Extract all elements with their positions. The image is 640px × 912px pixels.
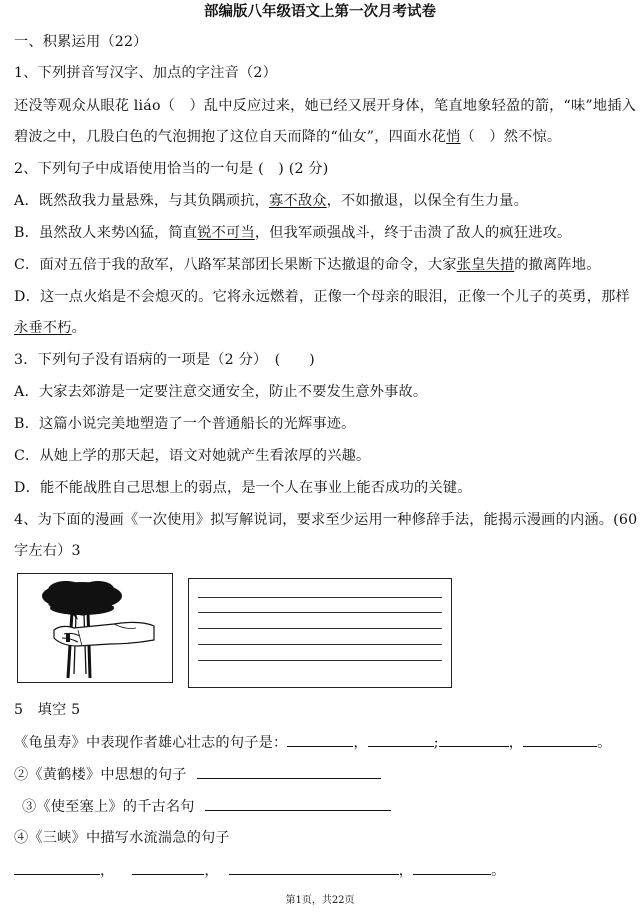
q1-line2-text: 碧波之中，几股白色的气泡拥抱了这位自天而降的“仙女”，四面水花 bbox=[14, 129, 447, 145]
fill-blank[interactable] bbox=[205, 796, 391, 811]
q2-option-d-line1: D．这一点火焰是不会熄灭的。它将永远燃着，正像一个母亲的眼泪，正像一个儿子的英勇，那样 bbox=[14, 289, 630, 305]
fill-blank[interactable] bbox=[413, 860, 491, 875]
fill-blank[interactable] bbox=[14, 860, 100, 875]
comma: ， bbox=[398, 863, 414, 879]
q5-item4: ④《三峡》中描写水流湍急的句子 bbox=[14, 830, 230, 846]
q5-item3-text: ③《使至塞上》的千古名句 bbox=[22, 799, 195, 815]
cartoon-image bbox=[17, 573, 173, 683]
q2-a-idiom: 寡不敌众 bbox=[269, 193, 327, 209]
q1-line2-rest: （ ）然不惊。 bbox=[460, 129, 562, 145]
comma: ， bbox=[353, 735, 368, 751]
q1-passage-line1: 还没等观众从眼花 liáo（ ）乱中反应过来，她已经又展开身体，笔直地象轻盈的箭，“味”地插入 bbox=[14, 98, 636, 114]
ruled-line bbox=[198, 644, 442, 645]
ruled-line bbox=[198, 597, 442, 598]
page-footer: 第1页，共22页 bbox=[285, 895, 355, 906]
q4-stem-line1: 4、为下面的漫画《一次使用》拟写解说词，要求至少运用一种修辞手法，能揭示漫画的内涵。(60 bbox=[14, 512, 638, 528]
fill-blank[interactable] bbox=[132, 860, 204, 875]
tree-hand-illustration bbox=[18, 574, 172, 682]
q2-b-text: B．虽然敌人来势凶猛，简直 bbox=[14, 225, 198, 241]
q2-c-text: C．面对五倍于我的敌军，八路军某部团长果断下达撤退的命令，大家 bbox=[14, 257, 457, 273]
comma: ， bbox=[508, 735, 524, 751]
q5-item3 bbox=[22, 796, 626, 817]
comma: ， bbox=[204, 863, 219, 879]
q2-b-rest: ，但我军顽强战斗，终于击溃了敌人的疯狂进攻。 bbox=[254, 225, 572, 241]
q2-c-idiom: 张皇失措 bbox=[456, 257, 515, 273]
fill-blank[interactable] bbox=[229, 860, 399, 875]
q2-b-idiom: 锐不可当 bbox=[197, 225, 255, 241]
fill-blank[interactable] bbox=[439, 732, 509, 747]
q2-stem: 2、下列句子中成语使用恰当的一句是 ( ) (2 分) bbox=[14, 161, 329, 177]
fill-blank[interactable] bbox=[287, 732, 353, 747]
q3-option-a: A．大家去郊游是一定要注意交通安全，防止不要发生意外事故。 bbox=[14, 384, 428, 400]
period: 。 bbox=[491, 863, 506, 879]
section-heading: 一、积累运用（22） bbox=[14, 34, 148, 50]
ruled-line bbox=[198, 612, 442, 613]
q3-option-b: B．这篇小说完美地塑造了一个普通船长的光辉事迹。 bbox=[14, 416, 356, 432]
q2-d-rest: 。 bbox=[71, 320, 86, 336]
q2-c-rest: 的撤离阵地。 bbox=[514, 257, 601, 273]
q5-item2-text: ②《黄鹤楼》中思想的句子 bbox=[14, 767, 187, 783]
q2-option-b bbox=[14, 223, 626, 243]
q5-stem: 5 填空 5 bbox=[14, 702, 81, 718]
q5-item1 bbox=[14, 732, 626, 753]
semicolon: ; bbox=[433, 735, 439, 751]
q2-d-idiom: 永垂不朽 bbox=[14, 320, 72, 336]
fill-blank[interactable] bbox=[197, 764, 381, 779]
ruled-line bbox=[198, 628, 442, 629]
answer-writing-box[interactable] bbox=[188, 578, 452, 688]
q4-stem-line2: 字左右）3 bbox=[14, 543, 81, 559]
page-title: 部编版八年级语文上第一次月考试卷 bbox=[204, 3, 436, 20]
q3-stem: 3．下列句子没有语病的一项是（2 分） ( ) bbox=[14, 352, 315, 368]
q5-item2 bbox=[14, 764, 626, 785]
q2-option-c bbox=[14, 255, 626, 275]
q2-option-d-line2 bbox=[14, 318, 626, 338]
ruled-line bbox=[198, 660, 442, 661]
q2-a-text: A．既然敌我力量悬殊，与其负隅顽抗， bbox=[14, 193, 270, 209]
q3-option-d: D．能不能战胜自己思想上的弱点，是一个人在事业上能否成功的关键。 bbox=[14, 480, 472, 496]
q2-a-rest: ，不如撤退，以保全有生力量。 bbox=[326, 193, 529, 209]
period: 。 bbox=[597, 735, 612, 751]
q3-option-c: C．从她上学的那天起，语文对她就产生看浓厚的兴趣。 bbox=[14, 448, 371, 464]
q2-option-a bbox=[14, 191, 626, 211]
q1-stem: 1、下列拼音写汉字、加点的字注音（2） bbox=[14, 65, 278, 81]
fill-blank[interactable] bbox=[523, 732, 597, 747]
q1-passage-line2 bbox=[14, 127, 626, 147]
q5-item4-blanks bbox=[14, 860, 626, 881]
q1-dotted-char: 悄 bbox=[446, 129, 461, 145]
fill-blank[interactable] bbox=[368, 732, 434, 747]
q5-item1-text: 《龟虽寿》中表现作者雄心壮志的句子是： bbox=[14, 735, 288, 751]
comma: ， bbox=[100, 863, 115, 879]
